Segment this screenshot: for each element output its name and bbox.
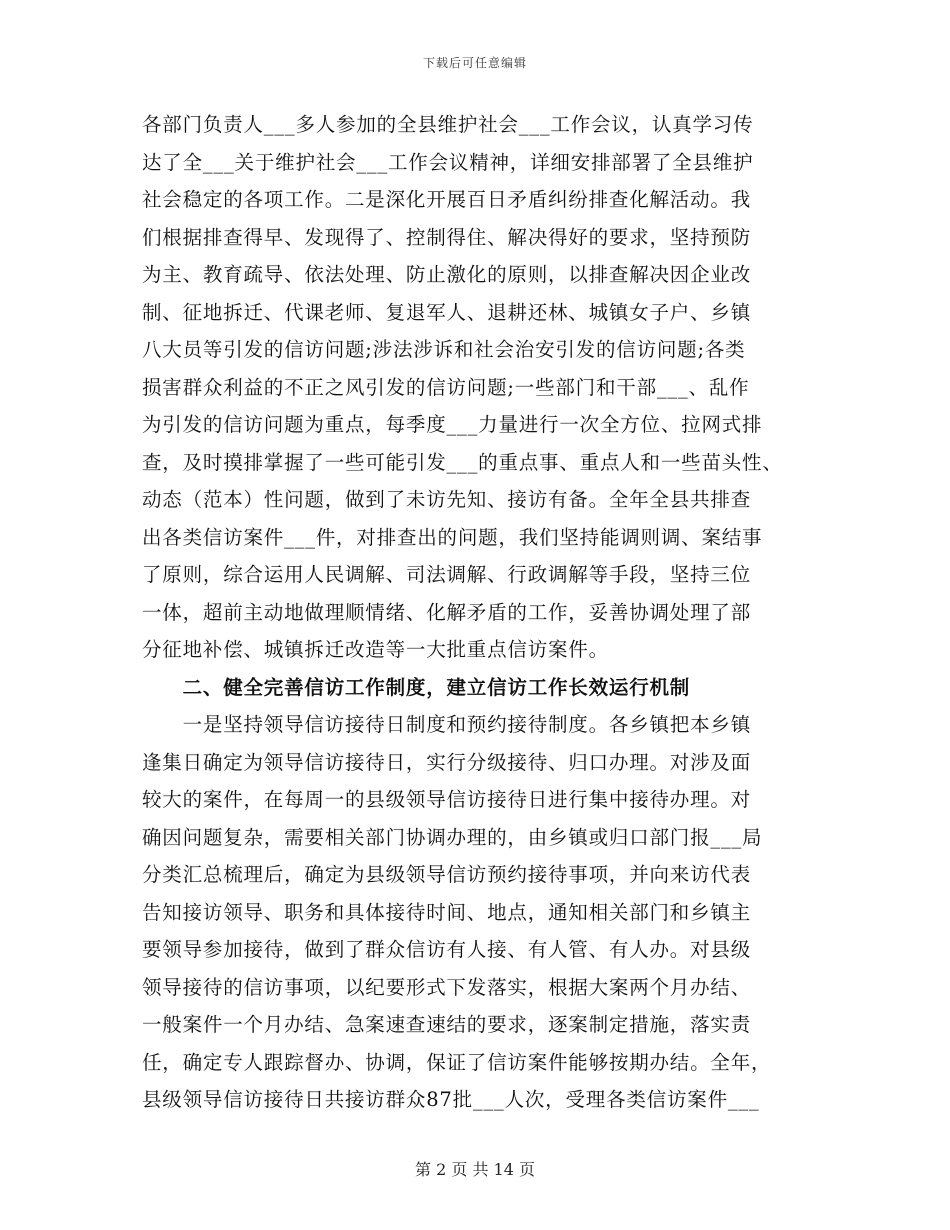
text-line: 制、征地拆迁、代课老师、复退军人、退耕还林、城镇女子户、乡镇: [142, 300, 752, 324]
page-header: 下载后可任意编辑: [422, 56, 527, 70]
text-line: 动态（范本）性问题，做到了未访先知、接访有备。全年全县共排查: [142, 488, 752, 511]
page-number: 第 2 页 共 14 页: [415, 1160, 535, 1179]
text-line: 领导接待的信访事项，以纪要形式下发落实，根据大案两个月办结、: [142, 975, 752, 999]
text-line: 要领导参加接待，做到了群众信访有人接、有人管、有人办。对县级: [142, 938, 752, 961]
text-line: 一体，超前主动地做理顺情绪、化解矛盾的工作，妥善协调处理了部: [142, 600, 752, 624]
text-line: 社会稳定的各项工作。二是深化开展百日矛盾纠纷排查化解活动。我: [142, 188, 752, 211]
text-line: 为引发的信访问题为重点，每季度___力量进行一次全方位、拉网式排: [142, 413, 763, 436]
document-body: [142, 106, 812, 1119]
text-line: 们根据排查得早、发现得了、控制得住、解决得好的要求，坚持预防: [142, 225, 752, 249]
text-line: 分征地补偿、城镇拆迁改造等一大批重点信访案件。: [142, 638, 609, 661]
text-line: 八大员等引发的信访问题;涉法涉诉和社会治安引发的信访问题;各类: [142, 338, 746, 361]
text-line: 损害群众利益的不正之风引发的信访问题;一些部门和干部___、乱作: [142, 375, 750, 399]
text-line: 达了全___关于维护社会___工作会议精神，详细安排部署了全县维护: [142, 150, 754, 174]
text-line: 为主、教育疏导、依法处理、防止激化的原则，以排查解决因企业改: [142, 263, 752, 286]
text-line: 一般案件一个月办结、急案速查速结的要求，逐案制定措施，落实责: [142, 1013, 752, 1036]
text-line: 较大的案件，在每周一的县级领导信访接待日进行集中接待办理。对: [142, 788, 752, 811]
text-line: 出各类信访案件___件，对排查出的问题，我们坚持能调则调、案结事: [142, 525, 763, 549]
text-line: 分类汇总梳理后，确定为县级领导信访预约接待事项，并向来访代表: [142, 863, 752, 886]
text-line: 县级领导信访接待日共接访群众87批___人次，受理各类信访案件___: [142, 1088, 760, 1111]
text-line: 查，及时摸排掌握了一些可能引发___的重点事、重点人和一些苗头性、: [142, 450, 783, 474]
text-line: 任，确定专人跟踪督办、协调，保证了信访案件能够按期办结。全年，: [142, 1050, 772, 1074]
text-line: 逢集日确定为领导信访接待日，实行分级接待、归口办理。对涉及面: [142, 750, 752, 774]
text-line: 确因问题复杂，需要相关部门协调办理的，由乡镇或归口部门报___局: [142, 825, 763, 849]
text-line: 一是坚持领导信访接待日制度和预约接待制度。各乡镇把本乡镇: [142, 713, 752, 736]
text-line: 告知接访领导、职务和具体接待时间、地点，通知相关部门和乡镇主: [142, 900, 752, 924]
text-line: 了原则，综合运用人民调解、司法调解、行政调解等手段，坚持三位: [142, 563, 752, 586]
text-line: 各部门负责人___多人参加的全县维护社会___工作会议，认真学习传: [142, 113, 754, 136]
section-heading: 二、健全完善信访工作制度，建立信访工作长效运行机制: [142, 675, 691, 699]
